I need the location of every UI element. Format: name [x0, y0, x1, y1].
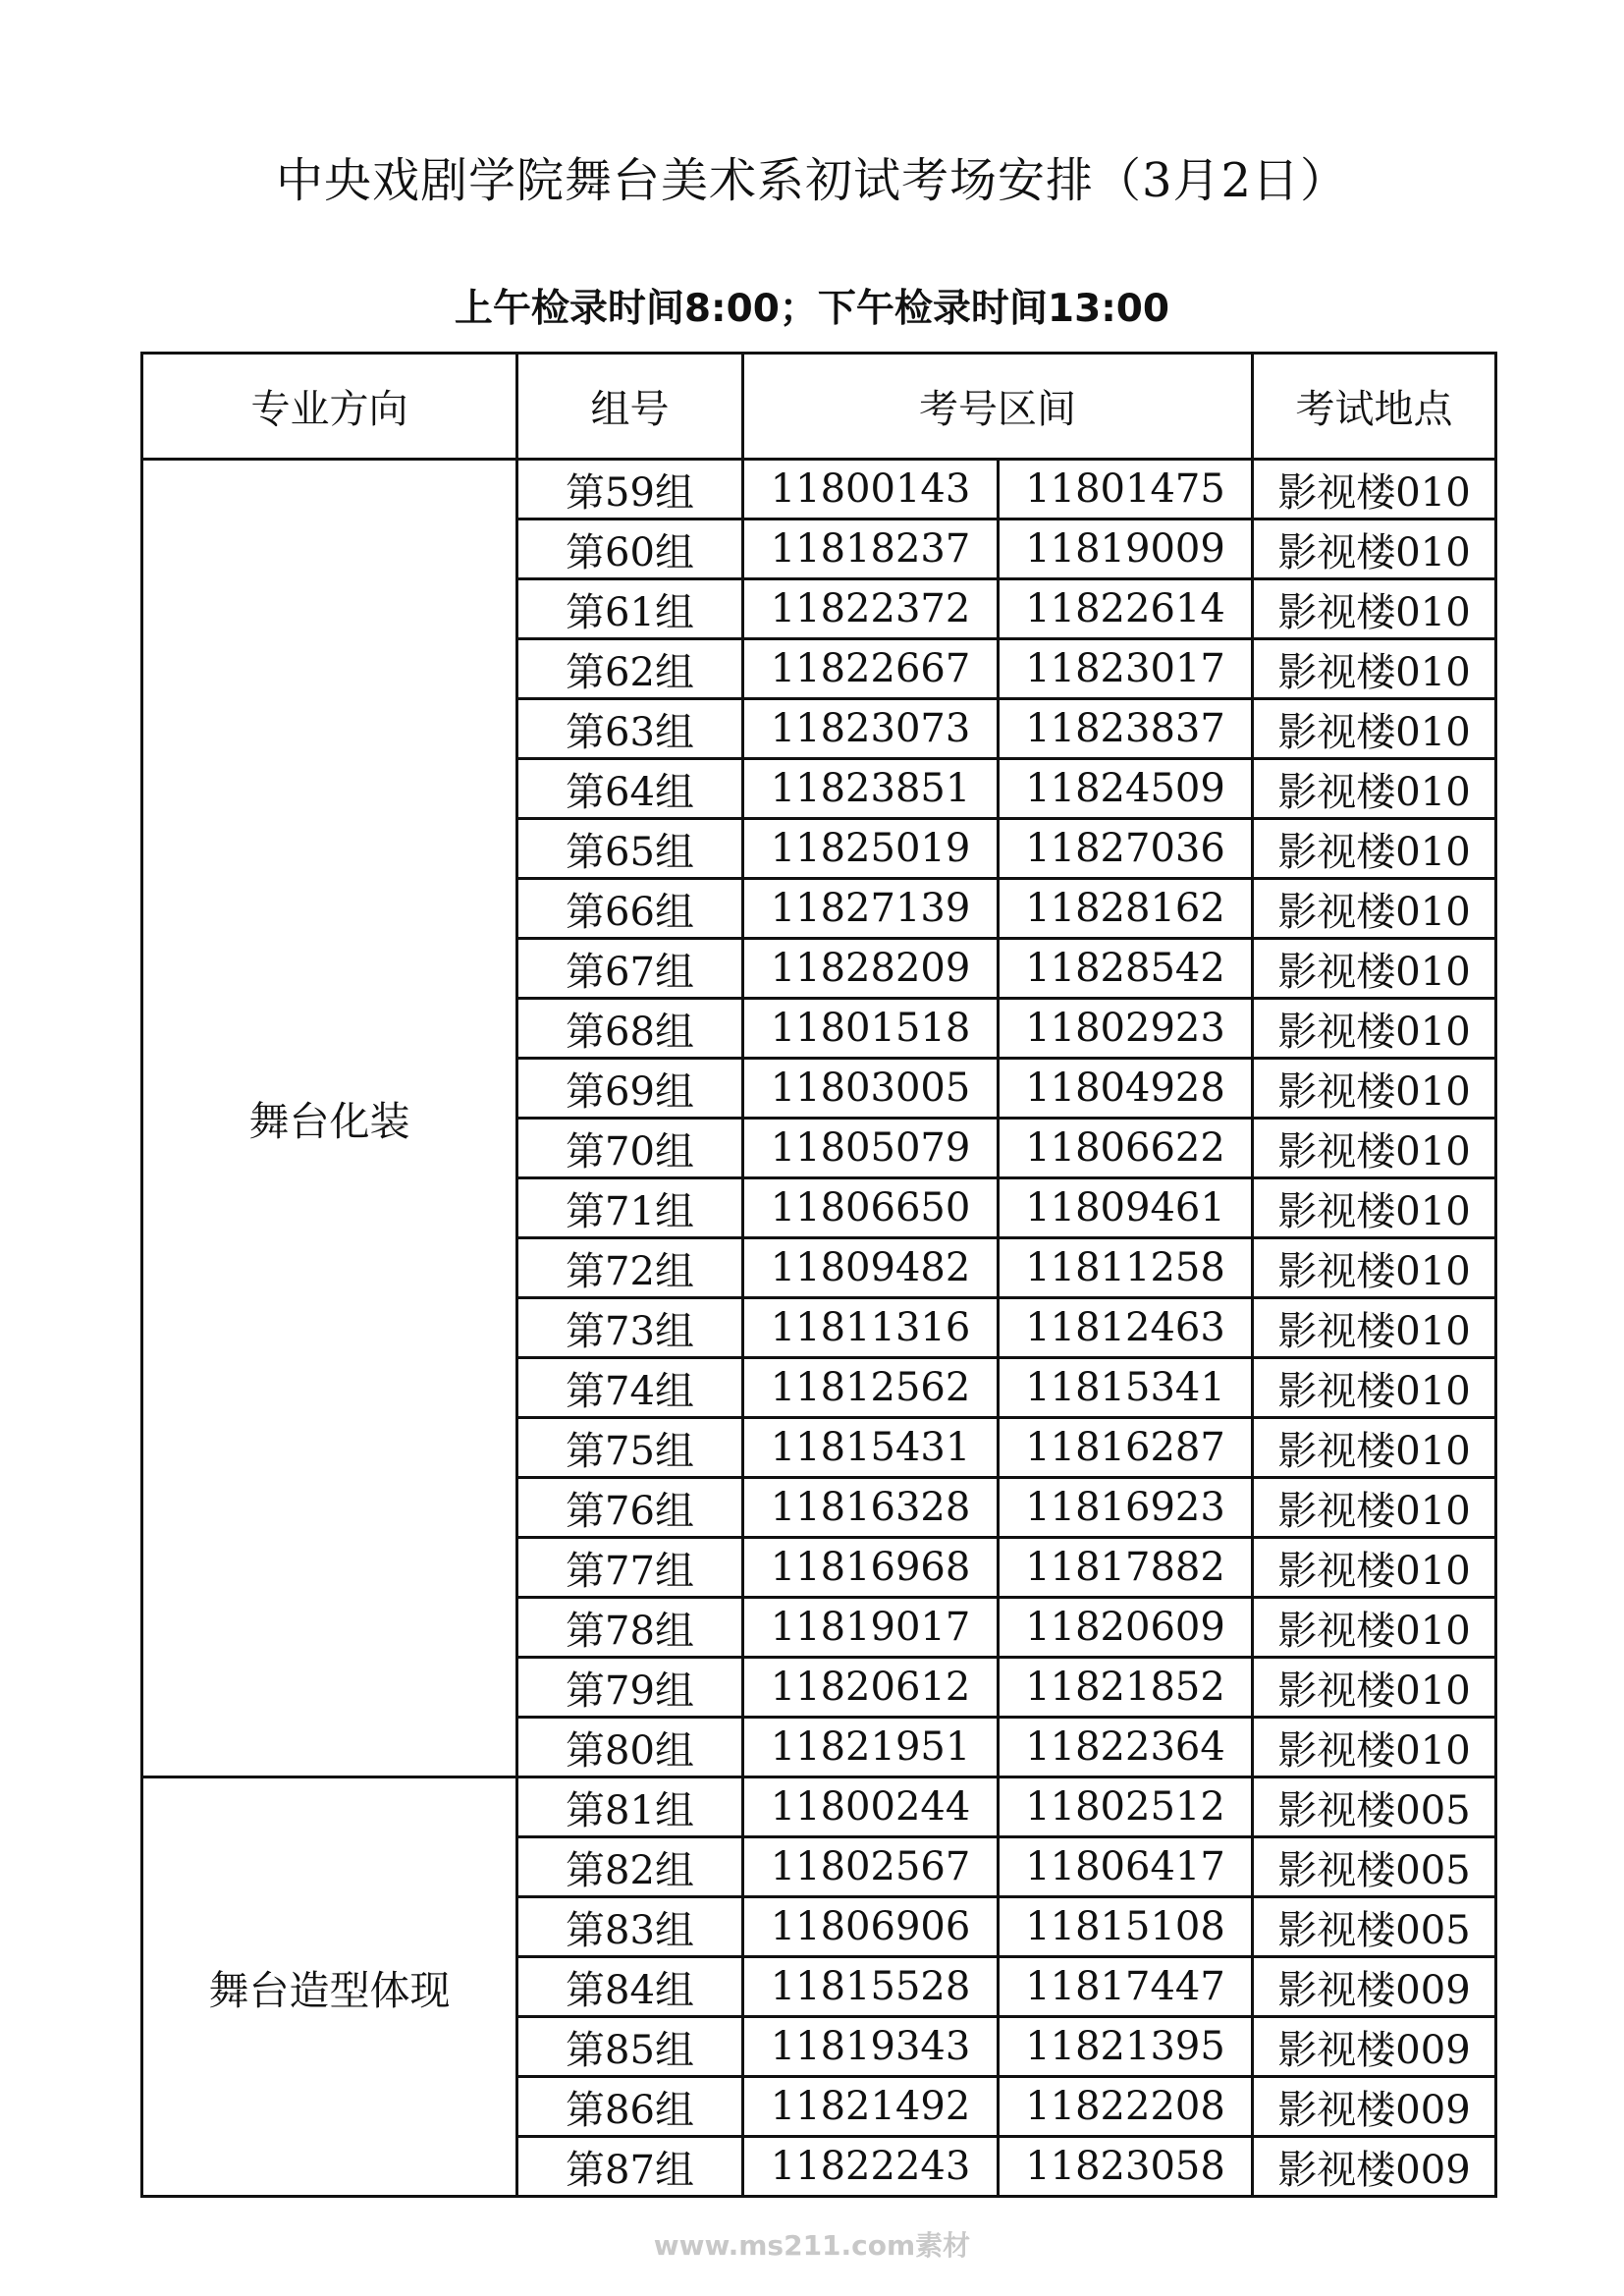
range-start-cell: 11800143 [743, 460, 999, 519]
watermark: www.ms211.com素材 [653, 2229, 971, 2262]
location-cell: 影视楼010 [1253, 819, 1496, 879]
group-cell: 第59组 [517, 460, 743, 519]
range-start-cell: 11806650 [743, 1178, 999, 1238]
group-cell: 第60组 [517, 519, 743, 579]
range-end-cell: 11823837 [999, 699, 1253, 759]
range-start-cell: 11821951 [743, 1718, 999, 1777]
group-cell: 第74组 [517, 1358, 743, 1418]
range-end-cell: 11806417 [999, 1837, 1253, 1897]
table-row [142, 1777, 1496, 1837]
major-cell: 舞台造型体现 [142, 1777, 517, 2197]
range-start-cell: 11805079 [743, 1119, 999, 1178]
range-start-cell: 11822372 [743, 579, 999, 639]
group-cell: 第71组 [517, 1178, 743, 1238]
range-start-cell: 11822243 [743, 2137, 999, 2197]
location-cell: 影视楼005 [1253, 1777, 1496, 1837]
range-start-cell: 11825019 [743, 819, 999, 879]
range-start-cell: 11816328 [743, 1478, 999, 1538]
location-cell: 影视楼010 [1253, 1538, 1496, 1598]
group-cell: 第72组 [517, 1238, 743, 1298]
header-location: 考试地点 [1253, 354, 1496, 460]
group-cell: 第79组 [517, 1658, 743, 1718]
group-cell: 第70组 [517, 1119, 743, 1178]
group-cell: 第80组 [517, 1718, 743, 1777]
location-cell: 影视楼010 [1253, 1238, 1496, 1298]
location-cell: 影视楼009 [1253, 2077, 1496, 2137]
range-end-cell: 11828162 [999, 879, 1253, 939]
table-header-row [142, 354, 1496, 460]
location-cell: 影视楼010 [1253, 1059, 1496, 1119]
range-start-cell: 11819017 [743, 1598, 999, 1658]
range-start-cell: 11828209 [743, 939, 999, 999]
range-end-cell: 11822208 [999, 2077, 1253, 2137]
table-body [142, 460, 1496, 2197]
location-cell: 影视楼010 [1253, 759, 1496, 819]
range-end-cell: 11822614 [999, 579, 1253, 639]
header-group: 组号 [517, 354, 743, 460]
group-cell: 第84组 [517, 1957, 743, 2017]
location-cell: 影视楼010 [1253, 579, 1496, 639]
range-start-cell: 11818237 [743, 519, 999, 579]
range-end-cell: 11802512 [999, 1777, 1253, 1837]
location-cell: 影视楼010 [1253, 999, 1496, 1059]
range-start-cell: 11815431 [743, 1418, 999, 1478]
location-cell: 影视楼010 [1253, 1358, 1496, 1418]
group-cell: 第85组 [517, 2017, 743, 2077]
group-cell: 第86组 [517, 2077, 743, 2137]
range-end-cell: 11815108 [999, 1897, 1253, 1957]
location-cell: 影视楼010 [1253, 460, 1496, 519]
group-cell: 第73组 [517, 1298, 743, 1358]
location-cell: 影视楼005 [1253, 1897, 1496, 1957]
group-cell: 第83组 [517, 1897, 743, 1957]
range-end-cell: 11816923 [999, 1478, 1253, 1538]
major-cell: 舞台化装 [142, 460, 517, 1777]
location-cell: 影视楼010 [1253, 1418, 1496, 1478]
range-start-cell: 11823073 [743, 699, 999, 759]
group-cell: 第61组 [517, 579, 743, 639]
range-start-cell: 11821492 [743, 2077, 999, 2137]
range-start-cell: 11815528 [743, 1957, 999, 2017]
range-start-cell: 11803005 [743, 1059, 999, 1119]
group-cell: 第81组 [517, 1777, 743, 1837]
location-cell: 影视楼010 [1253, 639, 1496, 699]
page-title: 中央戏剧学院舞台美术系初试考场安排（3月2日） [275, 153, 1349, 208]
check-in-times: 上午检录时间8:00；下午检录时间13:00 [454, 287, 1170, 331]
group-cell: 第76组 [517, 1478, 743, 1538]
range-end-cell: 11821395 [999, 2017, 1253, 2077]
group-cell: 第77组 [517, 1538, 743, 1598]
range-start-cell: 11816968 [743, 1538, 999, 1598]
location-cell: 影视楼010 [1253, 1478, 1496, 1538]
range-start-cell: 11827139 [743, 879, 999, 939]
location-cell: 影视楼010 [1253, 1658, 1496, 1718]
group-cell: 第69组 [517, 1059, 743, 1119]
range-start-cell: 11809482 [743, 1238, 999, 1298]
range-end-cell: 11815341 [999, 1358, 1253, 1418]
range-start-cell: 11820612 [743, 1658, 999, 1718]
group-cell: 第82组 [517, 1837, 743, 1897]
exam-schedule-table [140, 352, 1497, 2198]
location-cell: 影视楼010 [1253, 1298, 1496, 1358]
table-row [142, 460, 1496, 519]
location-cell: 影视楼010 [1253, 1718, 1496, 1777]
range-start-cell: 11811316 [743, 1298, 999, 1358]
header-range: 考号区间 [743, 354, 1253, 460]
location-cell: 影视楼009 [1253, 1957, 1496, 2017]
group-cell: 第68组 [517, 999, 743, 1059]
range-end-cell: 11809461 [999, 1178, 1253, 1238]
range-start-cell: 11806906 [743, 1897, 999, 1957]
range-end-cell: 11823017 [999, 639, 1253, 699]
group-cell: 第78组 [517, 1598, 743, 1658]
location-cell: 影视楼009 [1253, 2137, 1496, 2197]
location-cell: 影视楼010 [1253, 879, 1496, 939]
header-major: 专业方向 [142, 354, 517, 460]
group-cell: 第63组 [517, 699, 743, 759]
range-start-cell: 11802567 [743, 1837, 999, 1897]
range-start-cell: 11819343 [743, 2017, 999, 2077]
range-end-cell: 11811258 [999, 1238, 1253, 1298]
range-end-cell: 11816287 [999, 1418, 1253, 1478]
group-cell: 第66组 [517, 879, 743, 939]
range-start-cell: 11812562 [743, 1358, 999, 1418]
range-end-cell: 11806622 [999, 1119, 1253, 1178]
range-end-cell: 11812463 [999, 1298, 1253, 1358]
range-end-cell: 11802923 [999, 999, 1253, 1059]
group-cell: 第65组 [517, 819, 743, 879]
location-cell: 影视楼010 [1253, 939, 1496, 999]
group-cell: 第67组 [517, 939, 743, 999]
range-end-cell: 11821852 [999, 1658, 1253, 1718]
range-end-cell: 11817447 [999, 1957, 1253, 2017]
location-cell: 影视楼005 [1253, 1837, 1496, 1897]
range-start-cell: 11801518 [743, 999, 999, 1059]
range-end-cell: 11827036 [999, 819, 1253, 879]
range-end-cell: 11819009 [999, 519, 1253, 579]
group-cell: 第62组 [517, 639, 743, 699]
location-cell: 影视楼010 [1253, 519, 1496, 579]
location-cell: 影视楼009 [1253, 2017, 1496, 2077]
location-cell: 影视楼010 [1253, 699, 1496, 759]
range-start-cell: 11823851 [743, 759, 999, 819]
range-end-cell: 11822364 [999, 1718, 1253, 1777]
location-cell: 影视楼010 [1253, 1119, 1496, 1178]
location-cell: 影视楼010 [1253, 1598, 1496, 1658]
range-end-cell: 11801475 [999, 460, 1253, 519]
group-cell: 第87组 [517, 2137, 743, 2197]
group-cell: 第64组 [517, 759, 743, 819]
range-start-cell: 11822667 [743, 639, 999, 699]
range-end-cell: 11804928 [999, 1059, 1253, 1119]
range-end-cell: 11828542 [999, 939, 1253, 999]
range-end-cell: 11823058 [999, 2137, 1253, 2197]
range-start-cell: 11800244 [743, 1777, 999, 1837]
location-cell: 影视楼010 [1253, 1178, 1496, 1238]
range-end-cell: 11824509 [999, 759, 1253, 819]
range-end-cell: 11817882 [999, 1538, 1253, 1598]
range-end-cell: 11820609 [999, 1598, 1253, 1658]
group-cell: 第75组 [517, 1418, 743, 1478]
